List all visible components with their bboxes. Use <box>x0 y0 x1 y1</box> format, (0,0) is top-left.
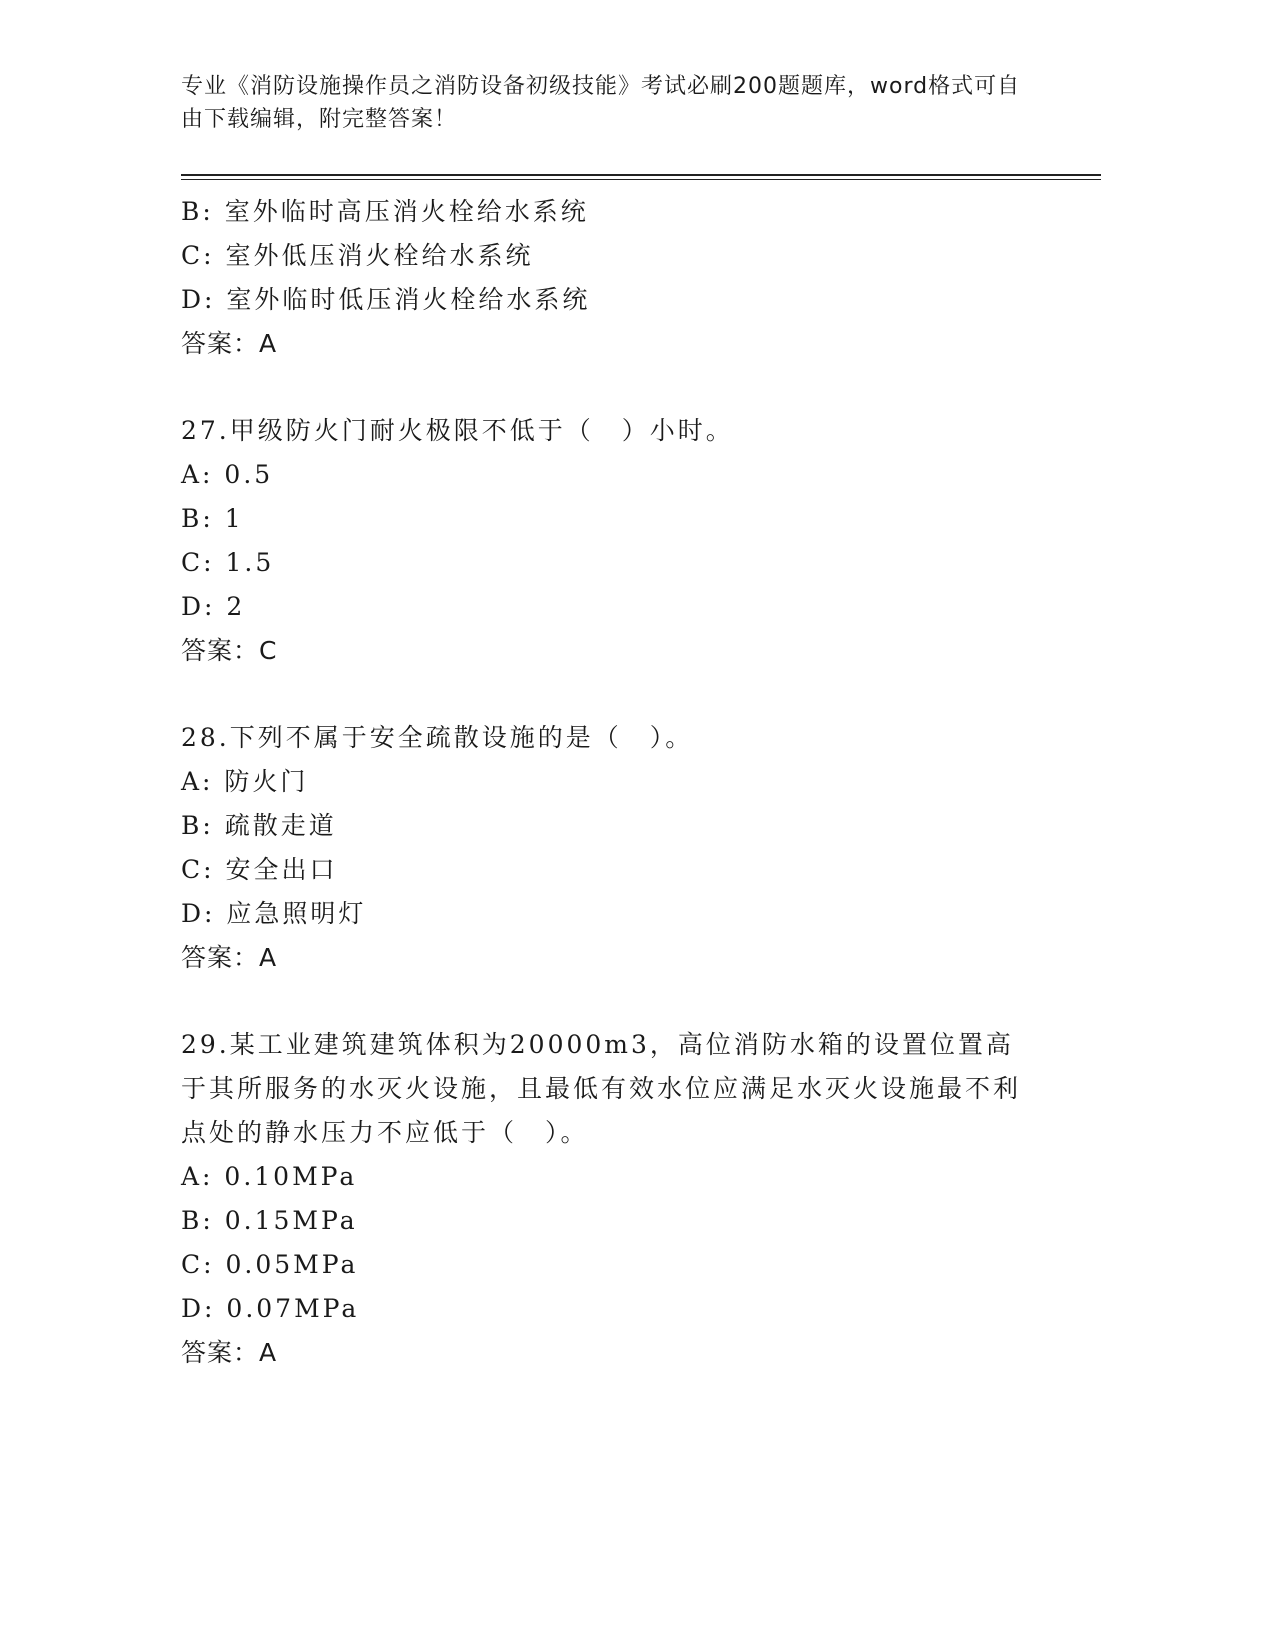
question-29 <box>181 1023 1041 1375</box>
carryover-question <box>181 190 1041 366</box>
option-a: A: 0.10MPa <box>181 1162 358 1191</box>
option-d: D: 0.07MPa <box>181 1294 360 1323</box>
spacer <box>181 980 1041 1023</box>
option-d: D: 室外临时低压消火栓给水系统 <box>181 285 591 314</box>
spacer <box>181 673 1041 716</box>
question-28 <box>181 716 1041 980</box>
option-d: D: 应急照明灯 <box>181 899 367 928</box>
spacer <box>181 366 1041 409</box>
answer-line: 答案：A <box>181 1338 278 1367</box>
question-27 <box>181 409 1041 673</box>
option-c: C: 1.5 <box>181 548 275 577</box>
answer-line: 答案：A <box>181 329 278 358</box>
question-list <box>181 190 1041 1375</box>
option-b: B: 疏散走道 <box>181 811 337 840</box>
option-c: C: 室外低压消火栓给水系统 <box>181 241 534 270</box>
header-divider-thick <box>181 174 1101 176</box>
question-stem: 29.某工业建筑建筑体积为20000m3，高位消防水箱的设置位置高于其所服务的水灭火设施，且最低有效水位应满足水灭火设施最不利点处的静水压力不应低于（ ）。 <box>181 1030 1022 1147</box>
option-b: B: 室外临时高压消火栓给水系统 <box>181 197 589 226</box>
header-divider-thin <box>181 179 1101 180</box>
question-stem: 28.下列不属于安全疏散设施的是（ ）。 <box>181 723 694 752</box>
option-c: C: 0.05MPa <box>181 1250 359 1279</box>
document-header: 专业《消防设施操作员之消防设备初级技能》考试必刷200题题库，word格式可自由下载编辑，附完整答案！ <box>181 74 1021 132</box>
answer-line: 答案：C <box>181 636 278 665</box>
option-b: B: 1 <box>181 504 244 533</box>
option-d: D: 2 <box>181 592 246 621</box>
option-a: A: 防火门 <box>181 767 309 796</box>
option-a: A: 0.5 <box>181 460 274 489</box>
answer-line: 答案：A <box>181 943 278 972</box>
option-c: C: 安全出口 <box>181 855 338 884</box>
option-b: B: 0.15MPa <box>181 1206 358 1235</box>
question-stem: 27.甲级防火门耐火极限不低于（ ）小时。 <box>181 416 734 445</box>
